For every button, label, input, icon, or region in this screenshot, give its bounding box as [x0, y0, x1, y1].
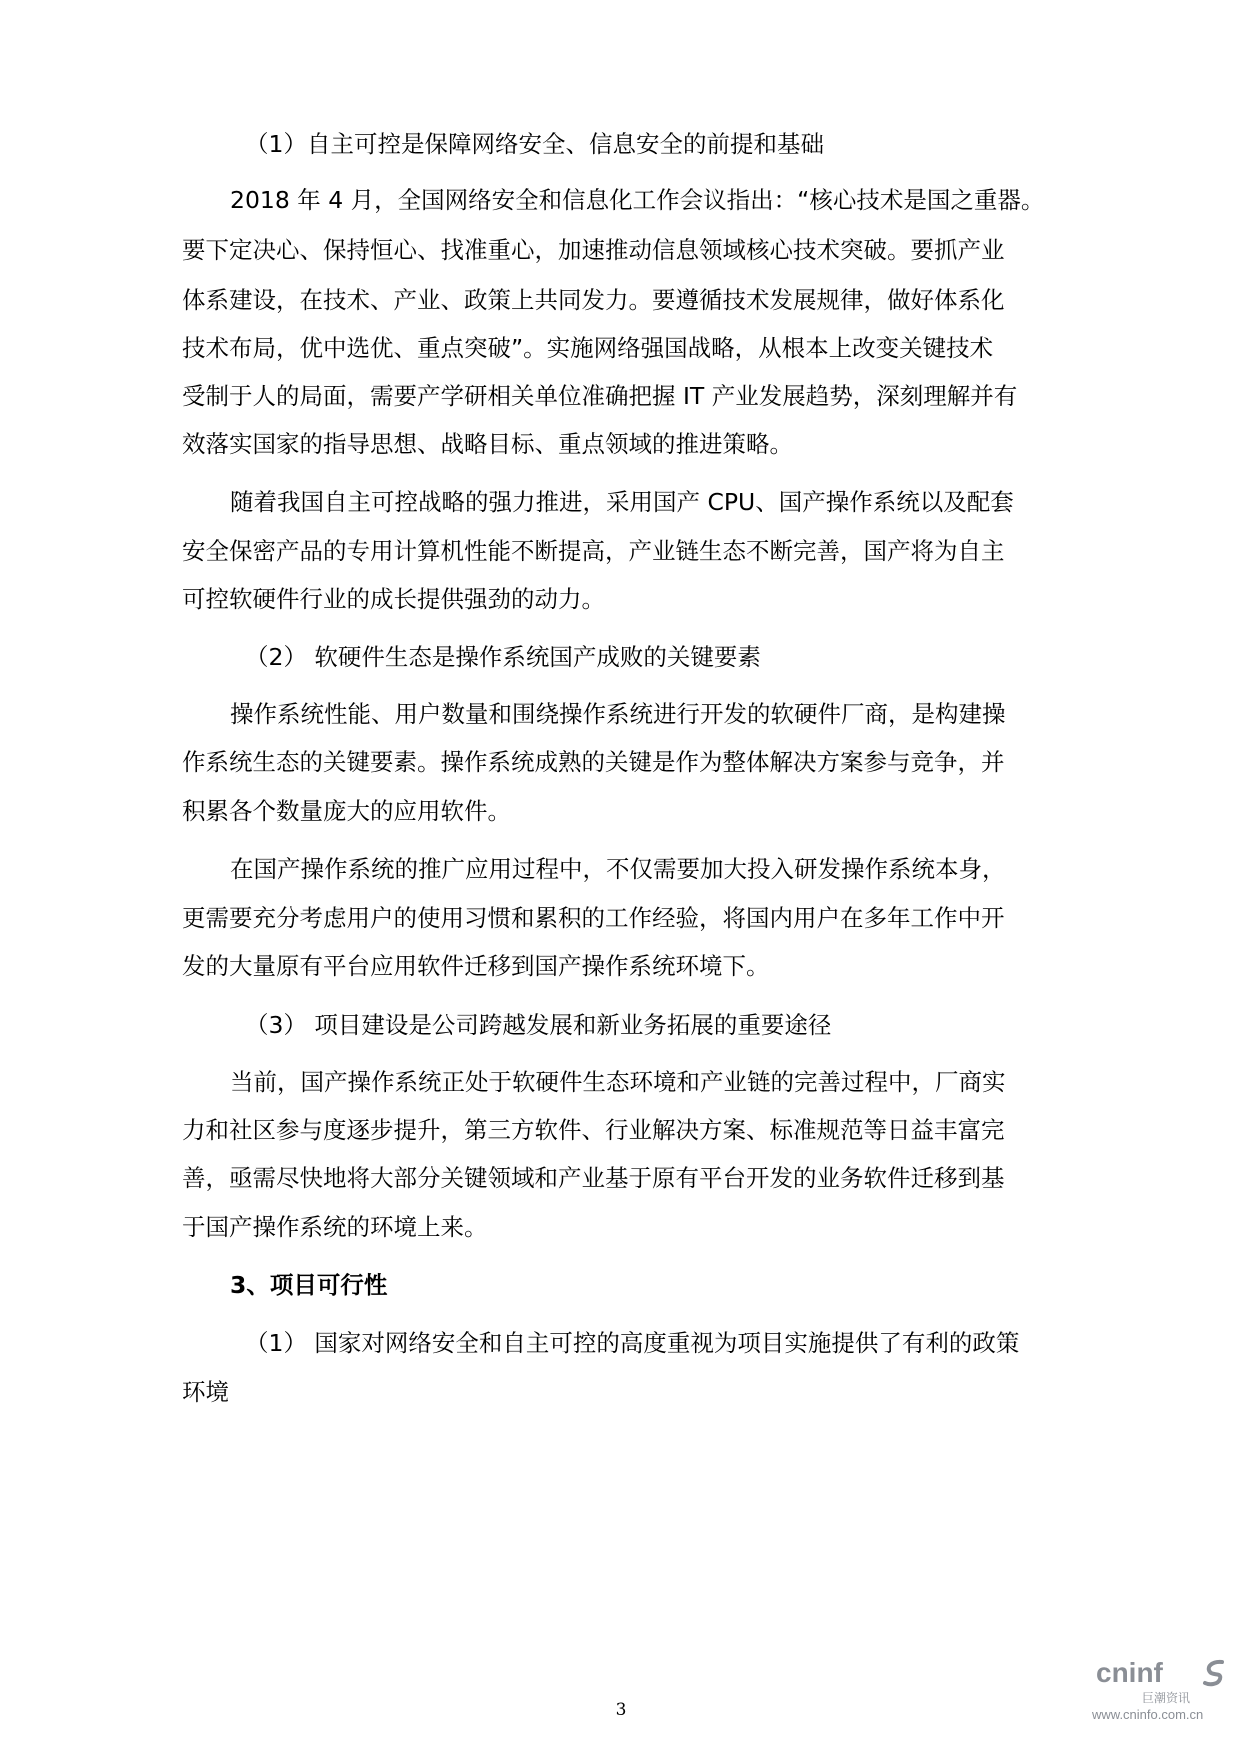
paragraph-line: 随着我国自主可控战略的强力推进，采用国产 CPU、国产操作系统以及配套 [230, 488, 1014, 516]
subheading-3: （3） 项目建设是公司跨越发展和新业务拓展的重要途径 [245, 1011, 832, 1039]
paragraph-line: 更需要充分考虑用户的使用习惯和累积的工作经验，将国内用户在多年工作中开 [182, 904, 1005, 932]
paragraph-line: 于国产操作系统的环境上来。 [182, 1213, 488, 1241]
logo-url: www.cninfo.com.cn [1092, 1707, 1204, 1722]
page-number: 3 [615, 1700, 627, 1720]
paragraph-line: 当前，国产操作系统正处于软硬件生态环境和产业链的完善过程中，厂商实 [230, 1068, 1006, 1096]
paragraph-line: 善，亟需尽快地将大部分关键领域和产业基于原有平台开发的业务软件迁移到基 [182, 1164, 1005, 1192]
logo-wordmark: cninf [1096, 1657, 1163, 1688]
cninfo-swirl-icon [1202, 1659, 1228, 1687]
logo-chinese-name: 巨潮资讯 [1142, 1691, 1191, 1705]
subheading-2: （2） 软硬件生态是操作系统国产成败的关键要素 [245, 643, 761, 671]
cninfo-logo [1090, 1655, 1230, 1735]
paragraph-line: 要下定决心、保持恒心、找准重心，加速推动信息领域核心技术突破。要抓产业 [182, 236, 1005, 264]
paragraph-line: 在国产操作系统的推广应用过程中，不仅需要加大投入研发操作系统本身， [230, 855, 1006, 883]
subheading-1: （1）自主可控是保障网络安全、信息安全的前提和基础 [245, 130, 824, 158]
paragraph-line: 2018 年 4 月，全国网络安全和信息化工作会议指出：“核心技术是国之重器。 [230, 186, 1045, 214]
paragraph-line: 操作系统性能、用户数量和围绕操作系统进行开发的软硬件厂商，是构建操 [230, 700, 1006, 728]
paragraph-line: 环境 [182, 1378, 229, 1406]
subheading-4: （1） 国家对网络安全和自主可控的高度重视为项目实施提供了有利的政策 [245, 1329, 1020, 1357]
paragraph-line: 体系建设，在技术、产业、政策上共同发力。要遵循技术发展规律，做好体系化 [182, 286, 1005, 314]
section-heading-feasibility: 3、项目可行性 [230, 1271, 388, 1299]
paragraph-line: 安全保密产品的专用计算机性能不断提高，产业链生态不断完善，国产将为自主 [182, 537, 1005, 565]
paragraph-line: 受制于人的局面，需要产学研相关单位准确把握 IT 产业发展趋势，深刻理解并有 [182, 382, 1018, 410]
paragraph-line: 发的大量原有平台应用软件迁移到国产操作系统环境下。 [182, 952, 770, 980]
paragraph-line: 可控软硬件行业的成长提供强劲的动力。 [182, 585, 605, 613]
paragraph-line: 积累各个数量庞大的应用软件。 [182, 797, 511, 825]
paragraph-line: 作系统生态的关键要素。操作系统成熟的关键是作为整体解决方案参与竞争，并 [182, 748, 1005, 776]
paragraph-line: 效落实国家的指导思想、战略目标、重点领域的推进策略。 [182, 430, 793, 458]
paragraph-line: 技术布局，优中选优、重点突破”。实施网络强国战略，从根本上改变关键技术 [182, 334, 994, 362]
paragraph-line: 力和社区参与度逐步提升，第三方软件、行业解决方案、标准规范等日益丰富完 [182, 1116, 1005, 1144]
